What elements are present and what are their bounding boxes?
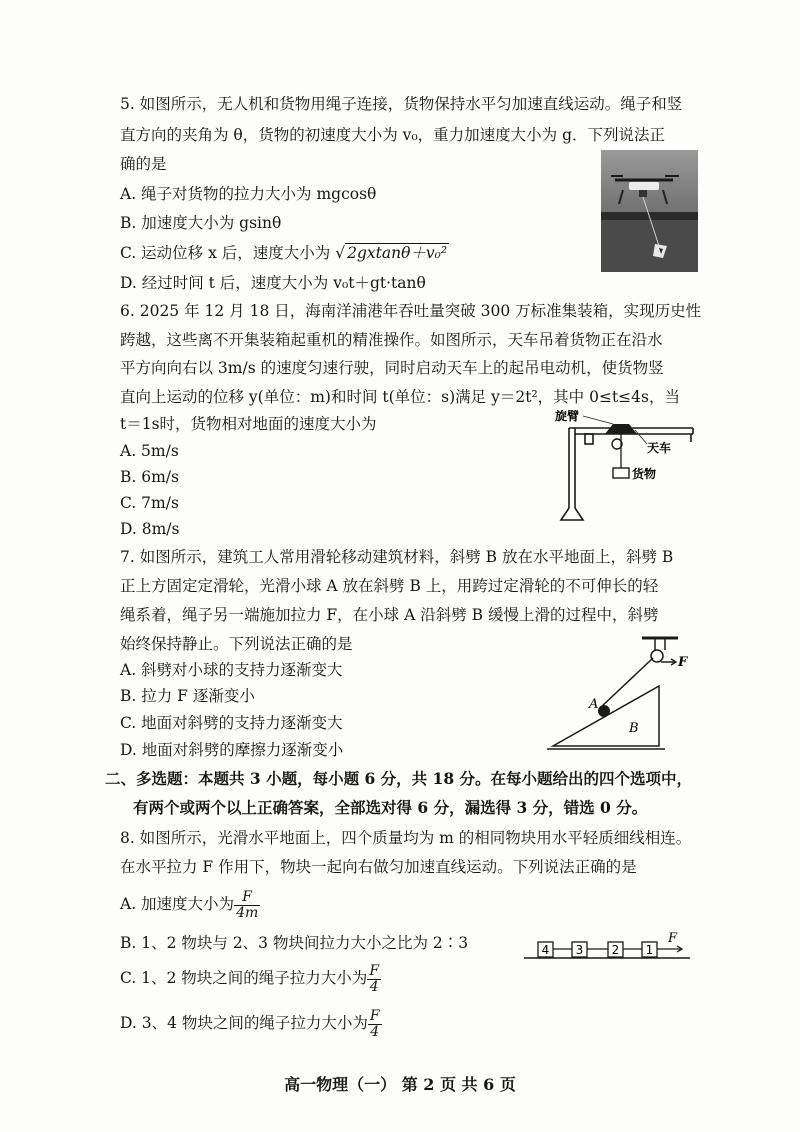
q6-option-b: B. 6m/s xyxy=(120,468,179,486)
cargo-box xyxy=(613,468,629,478)
q8-option-b: B. 1、2 物块与 2、3 物块间拉力大小之比为 2∶3 xyxy=(120,934,469,952)
q8-blocks-diagram xyxy=(522,928,692,964)
q6-option-d: D. 8m/s xyxy=(120,520,180,538)
q7-stem-line1: 7. 如图所示，建筑工人常用滑轮移动建筑材料，斜劈 B 放在水平地面上，斜劈 B xyxy=(120,548,674,566)
q8-option-a xyxy=(120,888,260,921)
q6-option-a: A. 5m/s xyxy=(120,442,179,460)
block-3-label: 3 xyxy=(575,943,584,957)
q6-stem-line3: 平方向向右以 3m/s 的速度匀速行驶，同时启动天车上的起吊电动机，使货物竖 xyxy=(120,359,664,377)
q7-option-d: D. 地面对斜劈的摩擦力逐渐变小 xyxy=(120,741,344,759)
q8-stem-line2: 在水平拉力 F 作用下，物块一起向右做匀加速直线运动。下列说法正确的是 xyxy=(120,858,637,876)
q5-option-c: C. 运动位移 x 后，速度大小为 √ 2gxtanθ＋v₀² xyxy=(120,244,448,262)
label-trolley: 天车 xyxy=(647,441,672,455)
pulley-icon xyxy=(651,650,663,662)
q6-stem-line4: 直向上运动的位移 y(单位：m)和时间 t(单位：s)满足 y＝2t²，其中 0≤t≤4s，当 xyxy=(120,388,680,406)
q8-option-a-fraction: $\frac{F}{4m}$ xyxy=(236,888,259,921)
trolley-icon xyxy=(605,424,637,468)
q5-drone-photo xyxy=(601,150,698,272)
label-force-f: F xyxy=(668,931,678,946)
block-4-label: 4 xyxy=(541,943,550,957)
label-cargo: 货物 xyxy=(632,467,657,481)
q5-option-a: A. 绳子对货物的拉力大小为 mgcosθ xyxy=(120,185,377,203)
q6-crane-diagram xyxy=(555,410,700,525)
q5-stem-line1: 5. 如图所示，无人机和货物用绳子连接，货物保持水平匀加速直线运动。绳子和竖 xyxy=(120,95,683,113)
block-1-label: 1 xyxy=(645,943,654,957)
q7-stem-line3: 绳系着，绳子另一端施加拉力 F，在小球 A 沿斜劈 B 缓慢上滑的过程中，斜劈 xyxy=(120,606,659,624)
q8-option-d xyxy=(120,1007,382,1040)
label-a: A xyxy=(589,697,599,712)
label-arm: 旋臂 xyxy=(555,410,580,423)
q5-option-d: D. 经过时间 t 后，速度大小为 v₀t＋gt·tanθ xyxy=(120,274,426,292)
q7-stem-line4: 始终保持静止。下列说法正确的是 xyxy=(120,635,353,653)
q7-option-a: A. 斜劈对小球的支持力逐渐变大 xyxy=(120,661,343,679)
q7-option-c: C. 地面对斜劈的支持力逐渐变大 xyxy=(120,714,343,732)
q8-option-c-text: C. 1、2 物块之间的绳子拉力大小为 xyxy=(120,969,368,987)
block-2-label: 2 xyxy=(611,943,620,957)
q8-option-c-fraction: $\frac{F}{4}$ xyxy=(369,962,380,995)
q8-option-d-text: D. 3、4 物块之间的绳子拉力大小为 xyxy=(120,1014,368,1032)
q8-option-d-fraction: $\frac{F}{4}$ xyxy=(369,1007,380,1040)
q8-option-c xyxy=(120,962,381,995)
section2-heading-line1: 二、多选题：本题共 3 小题，每小题 6 分，共 18 分。在每小题给出的四个选项中， xyxy=(105,769,693,788)
ball-a xyxy=(598,705,610,717)
page-footer: 高一物理（一） 第 2 页 共 6 页 xyxy=(284,1075,516,1094)
q5-option-c-sqrt: 2gxtanθ＋v₀² xyxy=(347,244,448,262)
q7-option-b: B. 拉力 F 逐渐变小 xyxy=(120,687,255,705)
label-b: B xyxy=(629,721,639,736)
q6-option-c: C. 7m/s xyxy=(120,494,179,512)
q7-wedge-diagram xyxy=(545,632,700,754)
q6-stem-line1: 6. 2025 年 12 月 18 日，海南洋浦港年吞吐量突破 300 万标准集装箱，实现历史性 xyxy=(120,302,702,320)
q6-stem-line2: 跨越，这些离不开集装箱起重机的精准操作。如图所示，天车吊着货物正在沿水 xyxy=(120,331,663,349)
q5-option-b: B. 加速度大小为 gsinθ xyxy=(120,214,282,232)
q5-stem-line2: 直方向的夹角为 θ，货物的初速度大小为 v₀，重力加速度大小为 g．下列说法正 xyxy=(120,126,666,144)
q6-stem-line5: t＝1s时，货物相对地面的速度大小为 xyxy=(120,415,377,433)
q5-option-c-text: C. 运动位移 x 后，速度大小为 xyxy=(120,244,331,262)
q5-stem-line3: 确的是 xyxy=(120,155,167,173)
section2-heading-line2: 有两个或两个以上正确答案，全部选对得 6 分，漏选得 3 分，错选 0 分。 xyxy=(133,798,648,817)
label-force-f: F xyxy=(678,655,688,670)
q8-option-a-text: A. 加速度大小为 xyxy=(120,895,235,913)
q7-stem-line2: 正上方固定定滑轮，光滑小球 A 放在斜劈 B 上，用跨过定滑轮的不可伸长的轻 xyxy=(120,577,659,595)
q8-stem-line1: 8. 如图所示，光滑水平地面上，四个质量均为 m 的相同物块用水平轻质细线相连。 xyxy=(120,829,692,847)
